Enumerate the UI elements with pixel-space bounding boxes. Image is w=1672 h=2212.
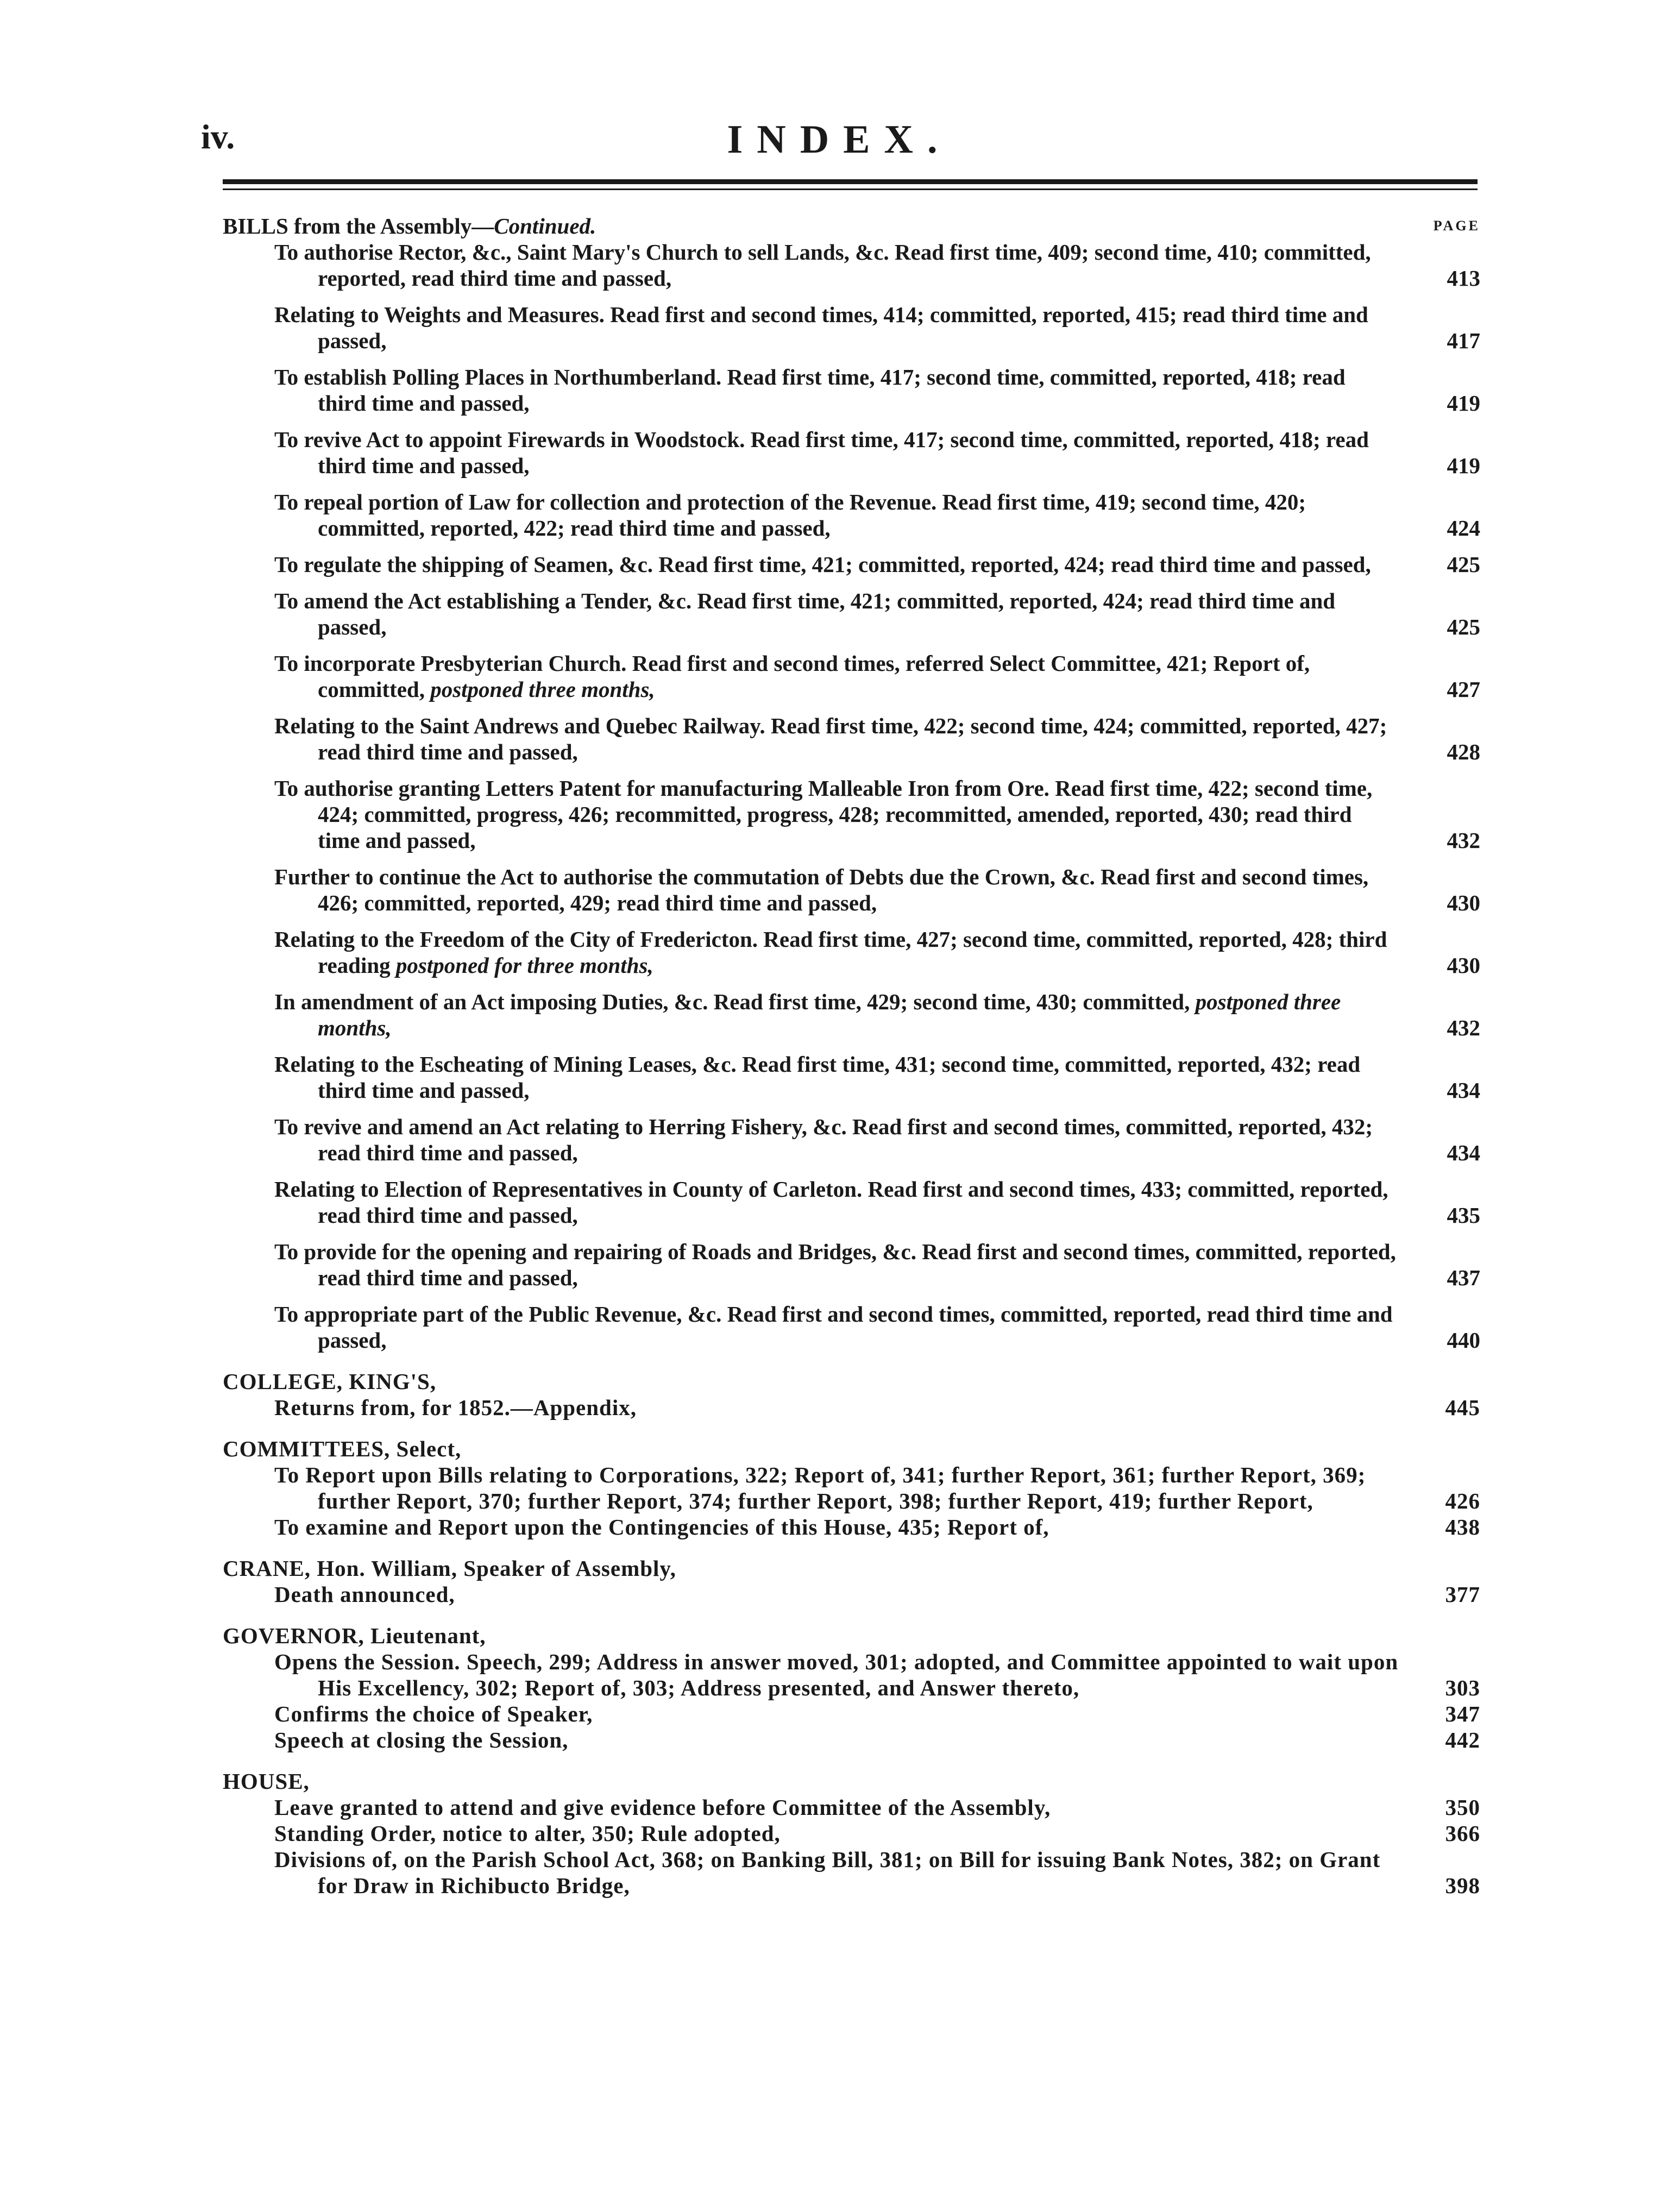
index-entry	[223, 588, 1480, 640]
entry-page-number: 419	[1447, 453, 1480, 478]
index-entry	[223, 1514, 1480, 1540]
index-entry	[223, 1581, 1480, 1607]
index-entry	[223, 1051, 1480, 1103]
entry-page-number: 432	[1447, 1015, 1480, 1040]
index-entry	[223, 1649, 1480, 1701]
entry-italic-note: postponed three months,	[318, 989, 1341, 1040]
entry-page-number: 428	[1447, 739, 1480, 764]
entry-page-number: 413	[1447, 266, 1480, 291]
index-entry	[223, 650, 1480, 702]
entry-italic-note: postponed for three months,	[395, 953, 653, 978]
index-entry	[223, 1794, 1480, 1820]
entry-text: To regulate the shipping of Seamen, &c. Read first time, 421; committed, reported, 424; read third time and passed,	[274, 552, 1371, 577]
entry-page-number: 434	[1447, 1140, 1480, 1165]
entry-page-number: 424	[1447, 516, 1480, 541]
page-column-label: PAGE	[1433, 218, 1480, 234]
entry-page-number: 432	[1447, 828, 1480, 853]
entry-page-number: 425	[1447, 552, 1480, 577]
entry-text: Standing Order, notice to alter, 350; Rule adopted,	[274, 1821, 781, 1846]
page-header	[201, 117, 1478, 171]
index-entry	[223, 551, 1480, 577]
bills-section-head	[223, 213, 1480, 239]
index-entry	[223, 713, 1480, 765]
page-number: iv.	[201, 117, 235, 156]
index-entry	[223, 1114, 1480, 1166]
bills-list	[223, 239, 1480, 1353]
entry-text: To incorporate Presbyterian Church. Read first and second times, referred Select Committee, 421; Report of, committed,	[274, 651, 1310, 702]
entry-page-number: 350	[1445, 1795, 1480, 1820]
index-sections	[223, 1368, 1480, 1899]
section-head: CRANE, Hon. William, Speaker of Assembly,	[223, 1556, 676, 1581]
entry-text: To establish Polling Places in Northumberland. Read first time, 417; second time, committed, reported, 418; read third time and passed,	[274, 365, 1346, 416]
entry-page-number: 442	[1445, 1727, 1480, 1752]
entry-page-number: 425	[1447, 614, 1480, 639]
bills-head-label: BILLS from the Assembly—	[223, 213, 494, 238]
entry-text: Confirms the choice of Speaker,	[274, 1701, 593, 1726]
index-entry	[223, 775, 1480, 853]
section-head: GOVERNOR, Lieutenant,	[223, 1623, 486, 1648]
index-entry	[223, 1394, 1480, 1421]
bills-head-continued: Continued.	[494, 213, 596, 238]
index-section	[223, 1368, 1480, 1421]
entry-text: To amend the Act establishing a Tender, &c. Read first time, 421; committed, reported, 424; read third time and passed,	[274, 588, 1336, 639]
index-entry	[223, 1701, 1480, 1727]
index-entry	[223, 1846, 1480, 1899]
entry-page-number: 347	[1445, 1701, 1480, 1726]
entry-text: Returns from, for 1852.—Appendix,	[274, 1395, 637, 1420]
index-entry	[223, 239, 1480, 291]
entry-page-number: 435	[1447, 1203, 1480, 1228]
entry-page-number: 430	[1447, 953, 1480, 978]
index-entry	[223, 489, 1480, 541]
index-section	[223, 1768, 1480, 1899]
entry-text: To authorise Rector, &c., Saint Mary's Church to sell Lands, &c. Read first time, 409; second time, 410; committed, reported, read third time and passed,	[274, 240, 1371, 291]
entry-page-number: 434	[1447, 1078, 1480, 1103]
entry-text: To authorise granting Letters Patent for manufacturing Malleable Iron from Ore. Read first time, 422; second time, 424; committed, progress, 426; recommitted, progress, 428; recommitted, amended, reported, 430; read third time and passed,	[274, 776, 1373, 853]
entry-text: Further to continue the Act to authorise the commutation of Debts due the Crown, &c. Read first and second times, 426; committed, reported, 429; read third time and passed,	[274, 864, 1369, 915]
entry-text: To examine and Report upon the Contingencies of this House, 435; Report of,	[274, 1515, 1049, 1539]
entry-italic-note: postponed three months,	[430, 677, 655, 702]
entry-text: Leave granted to attend and give evidence before Committee of the Assembly,	[274, 1795, 1051, 1820]
index-entry	[223, 1176, 1480, 1228]
entry-text: To revive and amend an Act relating to Herring Fishery, &c. Read first and second times, committed, reported, 432; read third time and passed,	[274, 1114, 1373, 1165]
entry-text: In amendment of an Act imposing Duties, &c. Read first time, 429; second time, 430; committed,	[274, 989, 1190, 1014]
entry-text: Relating to the Saint Andrews and Quebec Railway. Read first time, 422; second time, 424; committed, reported, 427; read third time and passed,	[274, 713, 1387, 764]
index-entry	[223, 1462, 1480, 1514]
index-entry	[223, 989, 1480, 1041]
index-section	[223, 1436, 1480, 1540]
index-entry	[223, 1727, 1480, 1753]
entry-page-number: 430	[1447, 890, 1480, 915]
header-rule-thick	[223, 179, 1478, 184]
entry-page-number: 417	[1447, 328, 1480, 353]
entry-text: To revive Act to appoint Firewards in Woodstock. Read first time, 417; second time, committed, reported, 418; read third time and passed,	[274, 427, 1369, 478]
index-entry	[223, 426, 1480, 479]
entry-text: To Report upon Bills relating to Corporations, 322; Report of, 341; further Report, 361; further Report, 369; further Report, 370; further Report, 374; further Report, 398; further Report, 419; further Report,	[274, 1462, 1366, 1513]
entry-page-number: 438	[1445, 1515, 1480, 1539]
header-rule-thin	[223, 188, 1478, 190]
section-head: HOUSE,	[223, 1769, 310, 1794]
entry-page-number: 445	[1445, 1395, 1480, 1420]
entry-page-number: 398	[1445, 1873, 1480, 1898]
entry-page-number: 303	[1445, 1675, 1480, 1700]
index-entry	[223, 1301, 1480, 1353]
entry-text: Death announced,	[274, 1582, 455, 1607]
index-body	[223, 213, 1480, 1899]
section-head: COMMITTEES, Select,	[223, 1436, 462, 1461]
index-entry	[223, 301, 1480, 354]
entry-text: Relating to Election of Representatives in County of Carleton. Read first and second times, 433; committed, reported, read third time and passed,	[274, 1177, 1388, 1228]
index-section	[223, 1623, 1480, 1753]
entry-text: To appropriate part of the Public Revenue, &c. Read first and second times, committed, reported, read third time and passed,	[274, 1302, 1393, 1353]
entry-page-number: 426	[1445, 1488, 1480, 1513]
index-entry	[223, 1820, 1480, 1846]
entry-page-number: 437	[1447, 1265, 1480, 1290]
entry-text: Relating to the Freedom of the City of Fredericton. Read first time, 427; second time, committed, reported, 428; third reading	[274, 927, 1387, 978]
index-entry	[223, 864, 1480, 916]
entry-text: To provide for the opening and repairing of Roads and Bridges, &c. Read first and second times, committed, reported, read third time and passed,	[274, 1239, 1396, 1290]
entry-text: Divisions of, on the Parish School Act, 368; on Banking Bill, 381; on Bill for issuing Bank Notes, 382; on Grant for Draw in Richibucto Bridge,	[274, 1847, 1381, 1898]
entry-text: Relating to the Escheating of Mining Leases, &c. Read first time, 431; second time, committed, reported, 432; read third time and passed,	[274, 1052, 1361, 1103]
index-entry	[223, 926, 1480, 978]
entry-page-number: 366	[1445, 1821, 1480, 1846]
entry-text: To repeal portion of Law for collection and protection of the Revenue. Read first time, 419; second time, 420; committed, reported, 422; read third time and passed,	[274, 489, 1306, 541]
entry-page-number: 440	[1447, 1328, 1480, 1353]
page-title: INDEX.	[727, 117, 952, 162]
entry-text: Opens the Session. Speech, 299; Address in answer moved, 301; adopted, and Committee appointed to wait upon His Excellency, 302; Report of, 303; Address presented, and Answer thereto,	[274, 1649, 1399, 1700]
entry-page-number: 419	[1447, 391, 1480, 416]
index-entry	[223, 364, 1480, 416]
index-entry	[223, 1239, 1480, 1291]
entry-text: Relating to Weights and Measures. Read first and second times, 414; committed, reported, 415; read third time and passed,	[274, 302, 1368, 353]
entry-text: Speech at closing the Session,	[274, 1727, 569, 1752]
section-head: COLLEGE, KING'S,	[223, 1369, 437, 1394]
index-section	[223, 1555, 1480, 1607]
entry-page-number: 377	[1445, 1582, 1480, 1607]
entry-page-number: 427	[1447, 677, 1480, 702]
